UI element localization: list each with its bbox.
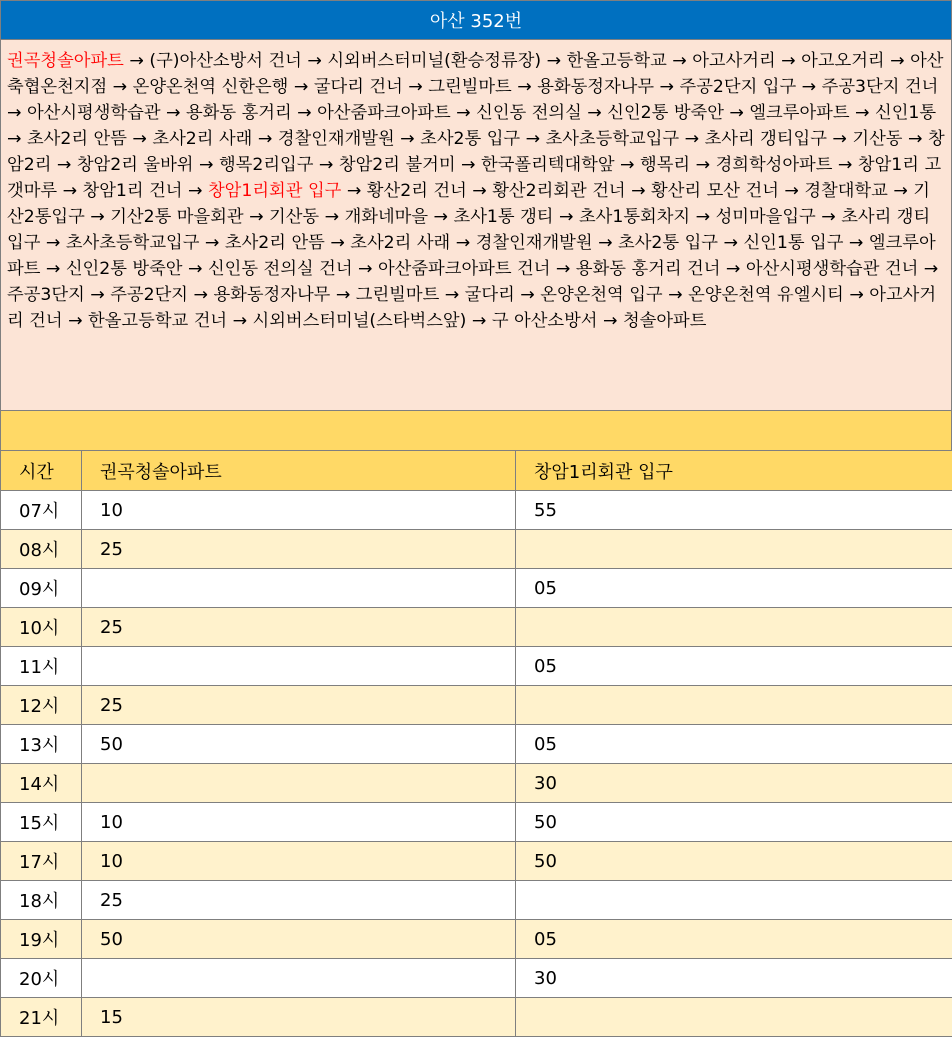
- origin-departure-cell: 50: [82, 920, 516, 959]
- turnaround-departure-cell: 05: [516, 920, 952, 959]
- hour-cell: 13시: [1, 725, 82, 764]
- table-row: [1, 608, 952, 647]
- origin-departure-cell: 15: [82, 998, 516, 1037]
- turnaround-departure-cell: [516, 686, 952, 725]
- hour-cell: 09시: [1, 569, 82, 608]
- turnaround-departure-cell: 30: [516, 764, 952, 803]
- origin-departure-cell: [82, 647, 516, 686]
- table-row: [1, 959, 952, 998]
- origin-departure-cell: [82, 959, 516, 998]
- hour-cell: 19시: [1, 920, 82, 959]
- route-description: [0, 40, 952, 410]
- origin-departure-cell: 10: [82, 491, 516, 530]
- table-row: [1, 998, 952, 1037]
- route-turnaround-stop: 창암1리회관 입구: [207, 181, 342, 201]
- table-row: [1, 842, 952, 881]
- turnaround-departure-cell: 05: [516, 725, 952, 764]
- hour-cell: 14시: [1, 764, 82, 803]
- table-row: [1, 803, 952, 842]
- turnaround-departure-cell: 05: [516, 647, 952, 686]
- hour-cell: 11시: [1, 647, 82, 686]
- hour-cell: 07시: [1, 491, 82, 530]
- turnaround-departure-cell: 30: [516, 959, 952, 998]
- turnaround-departure-cell: [516, 608, 952, 647]
- origin-departure-cell: [82, 764, 516, 803]
- hour-cell: 21시: [1, 998, 82, 1037]
- turnaround-departure-cell: [516, 998, 952, 1037]
- origin-departure-cell: 10: [82, 803, 516, 842]
- turnaround-departure-cell: 50: [516, 842, 952, 881]
- turnaround-departure-cell: 50: [516, 803, 952, 842]
- origin-departure-cell: [82, 569, 516, 608]
- route-title: 아산 352번: [0, 0, 952, 40]
- turnaround-departure-cell: 55: [516, 491, 952, 530]
- header-turnaround-stop: 창암1리회관 입구: [516, 451, 952, 491]
- turnaround-departure-cell: [516, 530, 952, 569]
- route-stops-outbound: → (구)아산소방서 건너 → 시외버스터미널(환승정류장) → 한올고등학교 → 아고사거리 → 아고오거리 → 아산축협온천지점 → 온양온천역 신한은행 → 굴다리 건너 → 그린빌마트 → 용화동정자나무 → 주공2단지 입구 → 주공3단지 건너 → 아산시평생학습관 → 용화동 홍거리 → 아산줌파크아파트 → 신인동 전의실 → 신인2통 방죽안 → 엘크루아파트 → 신인1통 → 초사2리 안뜸 → 초사2리 사래 → 경찰인재개발원 → 초사2통 입구 → 초사초등학교입구 → 초사리 갱티입구 → 기산동 → 창암2리 → 창암2리 울바위 → 행목2리입구 → 창암2리 불거미 → 한국폴리텍대학앞 → 행목리 → 경희학성아파트 → 창암1리 고갯마루 → 창암1리 건너 →: [7, 51, 945, 201]
- table-row: [1, 686, 952, 725]
- table-row: [1, 647, 952, 686]
- hour-cell: 10시: [1, 608, 82, 647]
- header-spacer: [0, 410, 952, 450]
- header-hour: 시간: [1, 451, 82, 491]
- table-row: [1, 569, 952, 608]
- origin-departure-cell: 25: [82, 881, 516, 920]
- hour-cell: 15시: [1, 803, 82, 842]
- origin-departure-cell: 25: [82, 608, 516, 647]
- origin-departure-cell: 10: [82, 842, 516, 881]
- turnaround-departure-cell: 05: [516, 569, 952, 608]
- timetable: [0, 450, 952, 1037]
- hour-cell: 20시: [1, 959, 82, 998]
- origin-departure-cell: 25: [82, 530, 516, 569]
- header-origin-stop: 권곡청솔아파트: [82, 451, 516, 491]
- table-row: [1, 764, 952, 803]
- origin-departure-cell: 25: [82, 686, 516, 725]
- origin-departure-cell: 50: [82, 725, 516, 764]
- hour-cell: 18시: [1, 881, 82, 920]
- table-row: [1, 920, 952, 959]
- hour-cell: 12시: [1, 686, 82, 725]
- table-row: [1, 491, 952, 530]
- table-row: [1, 725, 952, 764]
- route-origin-stop: 권곡청솔아파트: [7, 51, 124, 71]
- timetable-header-row: [1, 451, 952, 491]
- table-row: [1, 881, 952, 920]
- table-row: [1, 530, 952, 569]
- route-stops-return: → 황산2리 건너 → 황산2리회관 건너 → 황산리 모산 건너 → 경찰대학교 → 기산2통입구 → 기산2통 마을회관 → 기산동 → 개화네마을 → 초사1통 갱티 → 초사1통회차지 → 성미마을입구 → 초사리 갱티입구 → 초사초등학교입구 → 초사2리 안뜸 → 초사2리 사래 → 경찰인재개발원 → 초사2통 입구 → 신인1통 입구 → 엘크루아파트 → 신인2통 방죽안 → 신인동 전의실 건너 → 아산줌파크아파트 건너 → 용화동 홍거리 건너 → 아산시평생학습관 건너 → 주공3단지 → 주공2단지 → 용화동정자나무 → 그린빌마트 → 굴다리 → 온양온천역 입구 → 온양온천역 유엘시티 → 아고사거리 건너 → 한올고등학교 건너 → 시외버스터미널(스타벅스앞) → 구 아산소방서 → 청솔아파트: [7, 181, 939, 331]
- turnaround-departure-cell: [516, 881, 952, 920]
- hour-cell: 17시: [1, 842, 82, 881]
- hour-cell: 08시: [1, 530, 82, 569]
